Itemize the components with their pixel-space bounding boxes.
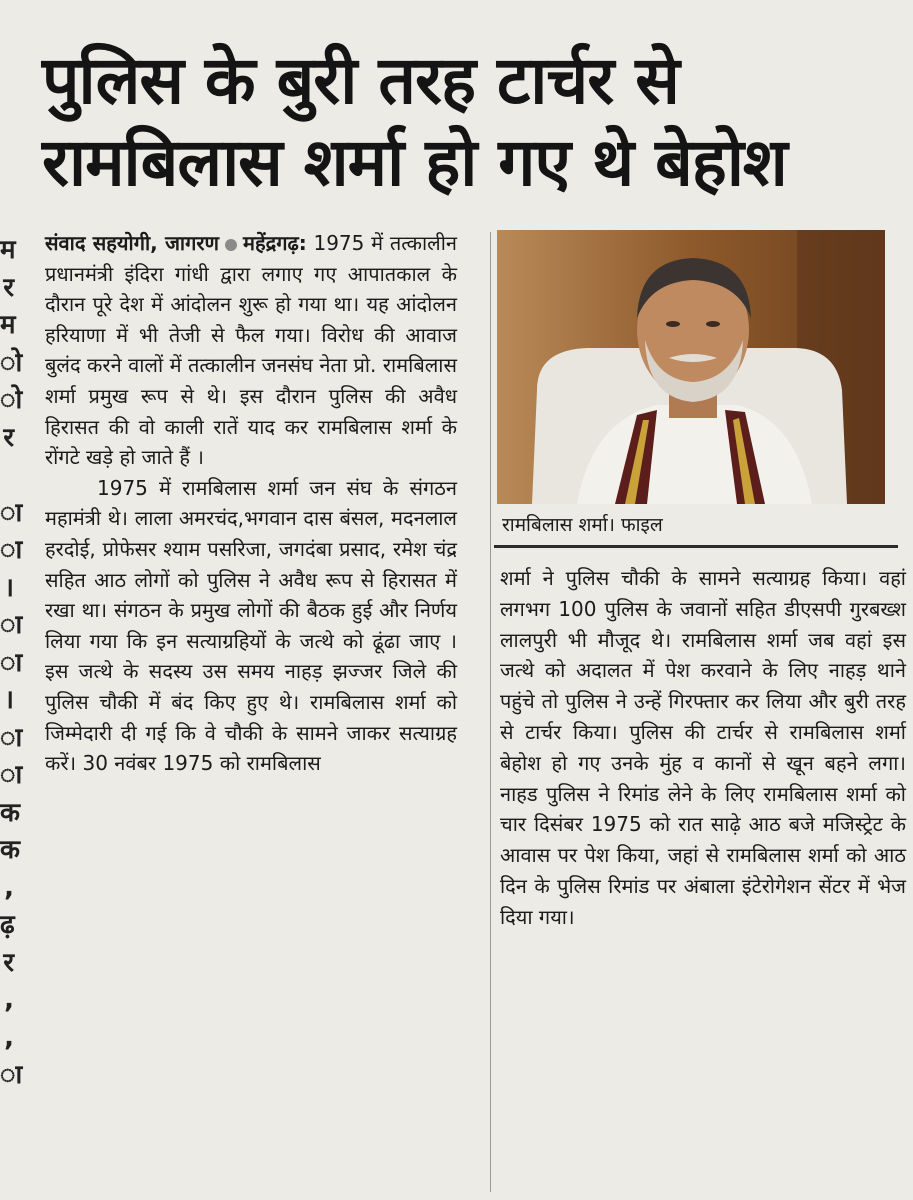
edge-fragment: म — [0, 310, 16, 340]
adjacent-column-fragment — [0, 232, 23, 1192]
edge-fragment: ढ़ — [0, 910, 15, 940]
edge-fragment: ा — [0, 497, 23, 528]
edge-fragment: ा — [0, 760, 23, 790]
headline — [42, 40, 902, 204]
edge-fragment: , — [4, 872, 14, 903]
dateline-place: महेंद्रगढ़: — [243, 231, 307, 255]
caption-divider — [494, 545, 898, 548]
edge-fragment: ा — [0, 647, 23, 678]
headline-line-1: पुलिस के बुरी तरह टार्चर से — [42, 42, 679, 119]
headline-line-2: रामबिलास शर्मा हो गए थे बेहोश — [42, 124, 787, 201]
edge-fragment: र — [3, 422, 14, 453]
article-paragraph-2: 1975 में रामबिलास शर्मा जन संघ के संगठन महामंत्री थे। लाला अमरचंद,भगवान दास बंसल, मदनलाल हरदोई, प्रोफेसर श्याम पसरिजा, जगदंबा प्रसाद, रमेश चंद्र सहित आठ लोगों को पुलिस ने अवैध रूप से हिरासत में रखा था। संगठन के प्रमुख लोगों की बैठक हुई और निर्णय लिया गया कि इन सत्याग्रहियों के जत्थे को ढूंढा जाए । इस जत्थे के सदस्य उस समय नाहड़ झज्जर जिले की पुलिस चौकी में बंद किए हुए थे। रामबिलास शर्मा को जिम्मेदारी दी गई कि वे चौकी के सामने जाकर सत्याग्रह करें। 30 नवंबर 1975 को रामबिलास — [45, 475, 457, 776]
edge-fragment: क — [0, 835, 20, 865]
edge-fragment: ा — [0, 610, 23, 640]
edge-fragment: । — [4, 685, 14, 715]
article-column-left — [45, 228, 457, 779]
edge-fragment: र — [3, 947, 14, 978]
article-paragraph-3: शर्मा ने पुलिस चौकी के सामने सत्याग्रह किया। वहां लगभग 100 पुलिस के जवानों सहित डीएसपी गुरबख्श लालपुरी भी मौजूद थे। रामबिलास शर्मा जब वहां इस जत्थे को अदालत में पेश करवाने के लिए नाहड़ थाने पहुंचे तो पुलिस ने उन्हें गिरफ्तार कर लिया और बुरी तरह से टार्चर किया। पुलिस की टार्चर से रामबिलास शर्मा बेहोश हो गए उनके मुंह व कानों से खून बहने लगा। नाहड पुलिस ने रिमांड लेने के लिए रामबिलास शर्मा को चार दिसंबर 1975 को रात साढ़े आठ बजे मजिस्ट्रेट के आवास पर पेश किया, जहां से रामबिलास शर्मा को आठ दिन के पुलिस रिमांड पर अंबाला इंटेरोगेशन सेंटर में भेज दिया गया। — [500, 566, 906, 929]
edge-fragment: ो — [0, 347, 23, 378]
edge-fragment: । — [4, 572, 14, 603]
edge-fragment: , — [4, 1022, 14, 1053]
article-column-right — [500, 563, 906, 933]
edge-fragment: ो — [0, 385, 23, 415]
edge-fragment: क — [0, 797, 20, 828]
column-divider — [490, 232, 491, 1192]
photo-caption: रामबिलास शर्मा। फाइल — [502, 514, 663, 536]
edge-fragment: ा — [0, 1060, 23, 1090]
edge-fragment: ा — [0, 535, 23, 565]
edge-fragment — [0, 457, 14, 495]
edge-fragment: , — [4, 985, 14, 1015]
edge-fragment: र — [3, 272, 14, 303]
edge-fragment: ा — [0, 722, 23, 753]
portrait-photo — [497, 230, 885, 504]
article-paragraph-1: 1975 में तत्कालीन प्रधानमंत्री इंदिरा गांधी द्वारा लगाए गए आपातकाल के दौरान पूरे देश में आंदोलन शुरू हो गया था। यह आंदोलन हरियाणा में भी तेजी से फैल गया। विरोध की आवाज बुलंद करने वालों में तत्कालीन जनसंघ नेता प्रो. रामबिलास शर्मा प्रमुख रूप से थे। इस दौरान पुलिस की अवैध हिरासत की वो काली रातें याद कर रामबिलास शर्मा के रोंगटे खड़े हो जाते हैं । — [45, 231, 458, 470]
portrait-photo-image — [497, 230, 885, 504]
edge-fragment: म — [0, 235, 16, 265]
bullet-dot-icon — [225, 239, 237, 251]
dateline-source: संवाद सहयोगी, जागरण — [45, 231, 220, 255]
